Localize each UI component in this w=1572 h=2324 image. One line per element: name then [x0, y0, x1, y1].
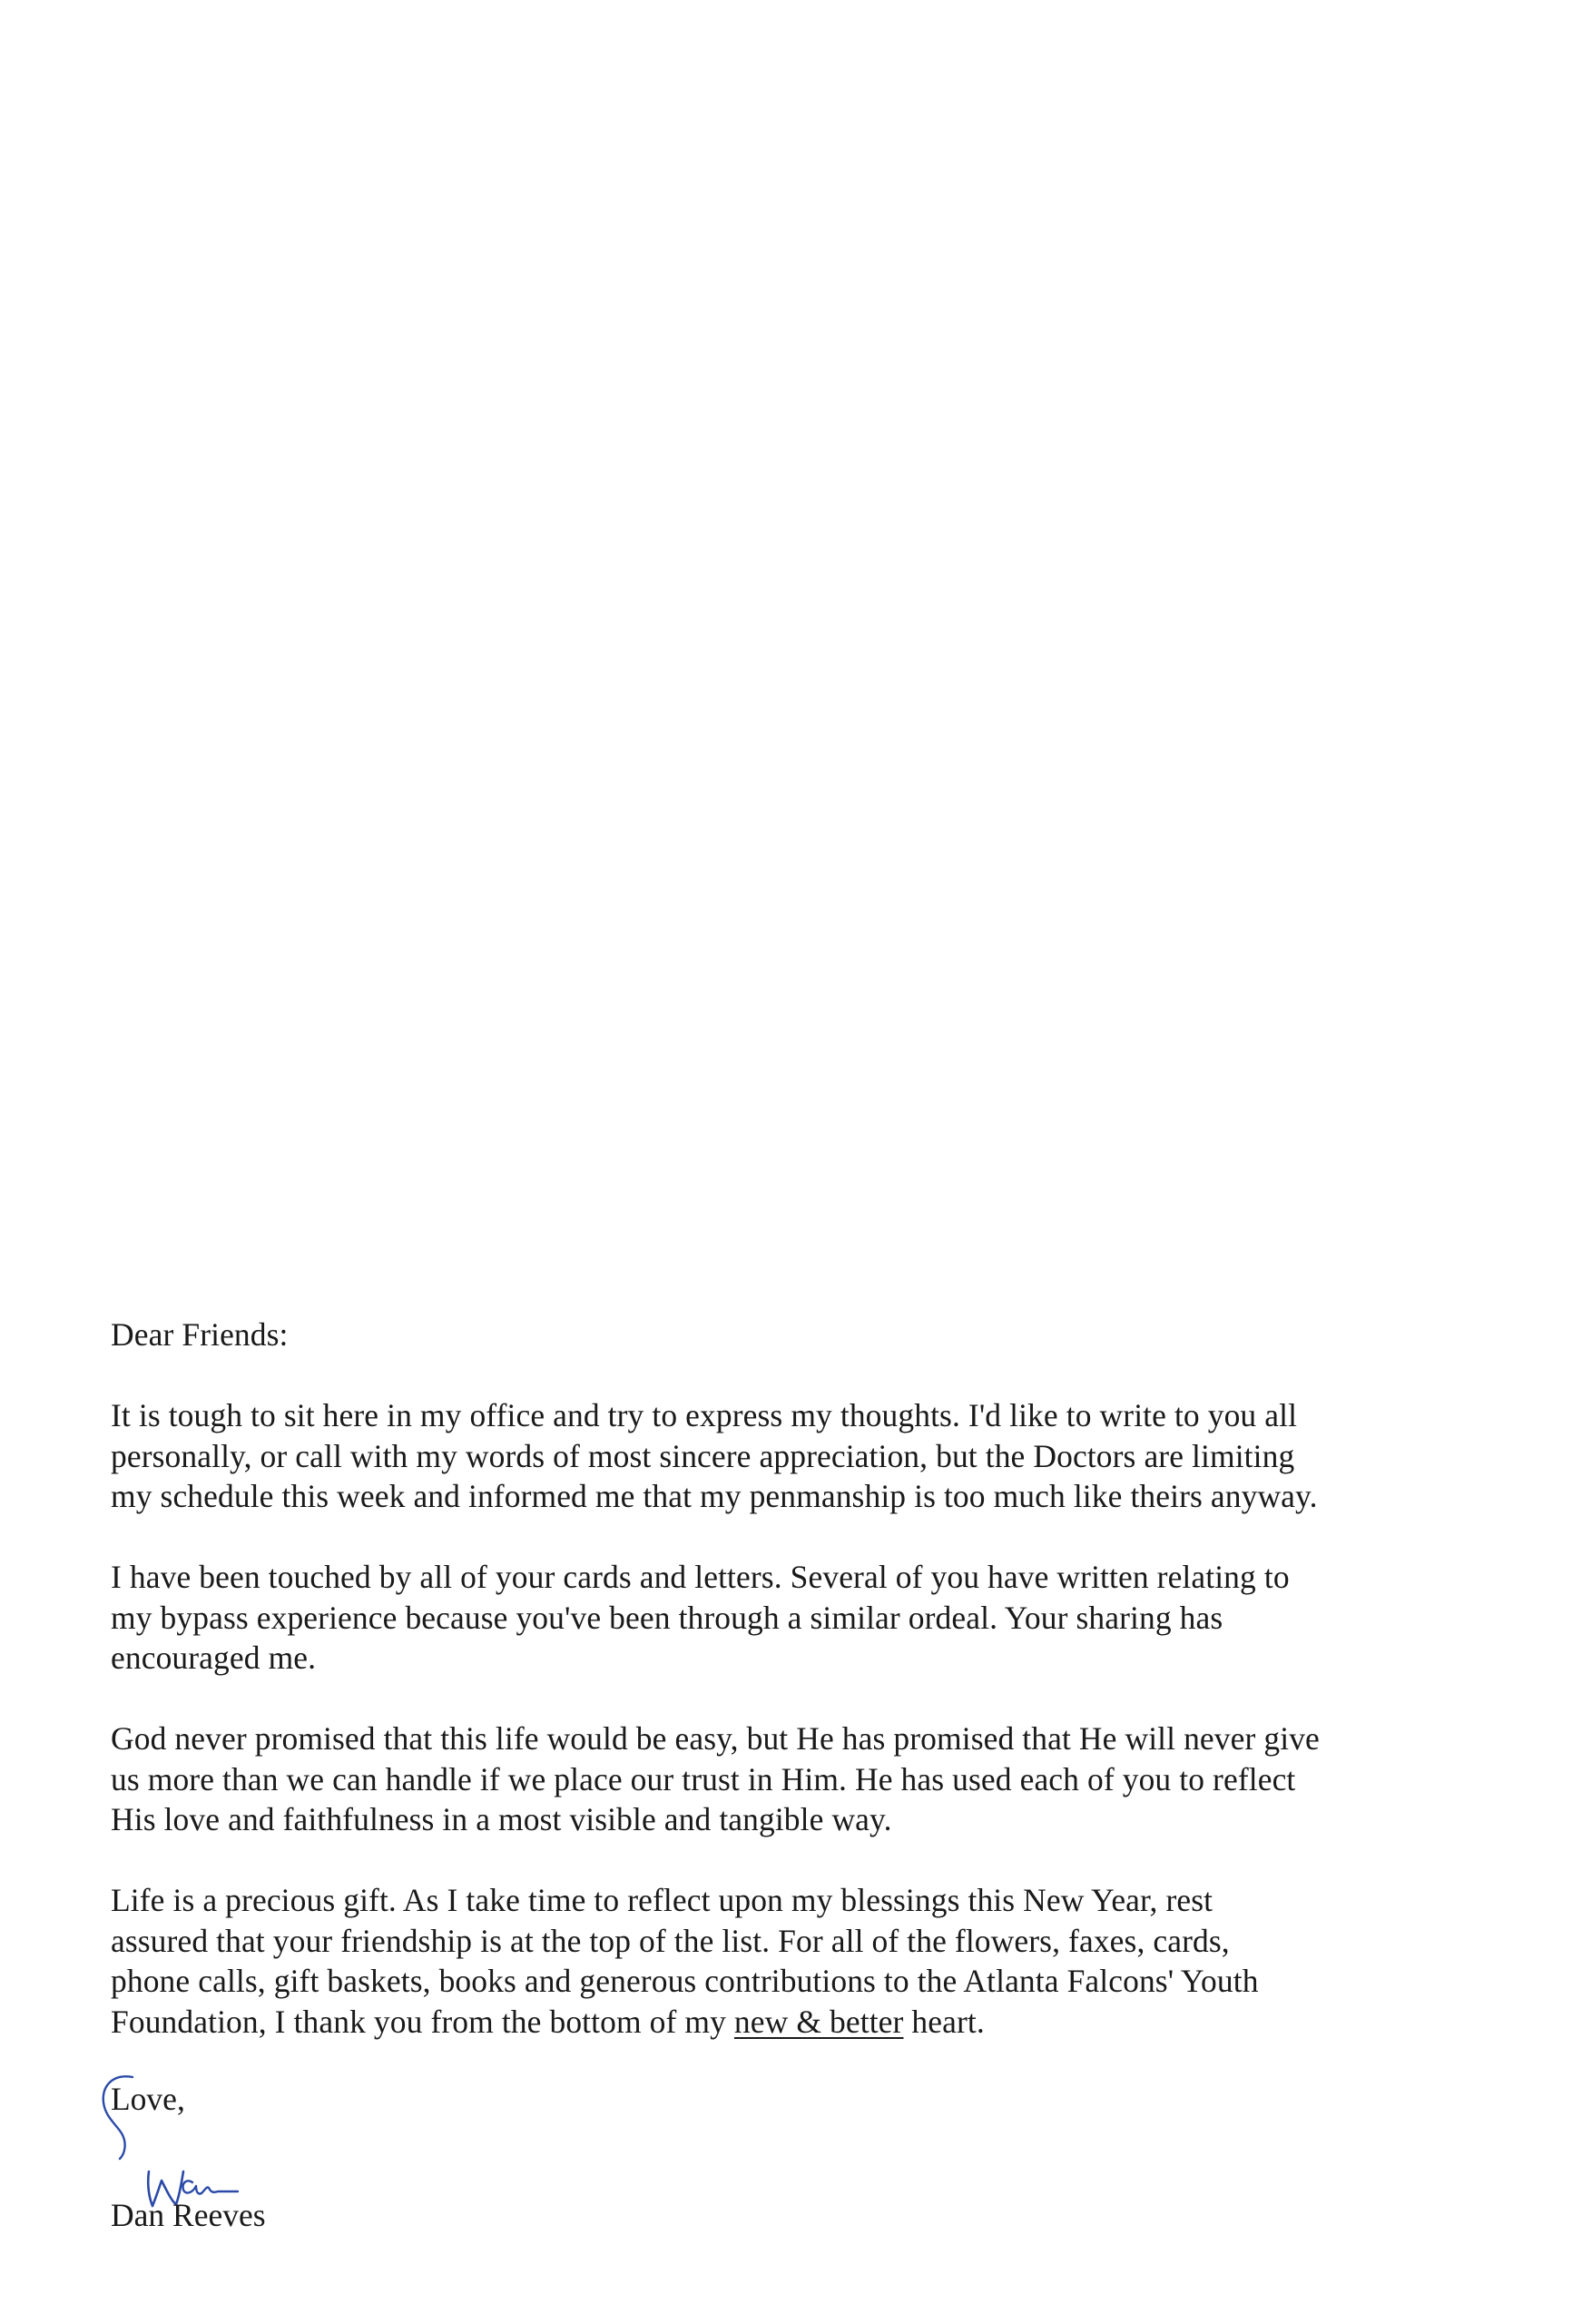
letter-body — [111, 1315, 1472, 2083]
paragraph-line: assured that your friendship is at the top of the list. For all of the flowers, faxes, cards, — [111, 1922, 1230, 1959]
signature-an-stroke — [183, 2181, 238, 2193]
salutation: Dear Friends: — [111, 1316, 289, 1353]
paragraph-line: Life is a precious gift. As I take time to reflect upon my blessings this New Year, rest — [111, 1882, 1213, 1918]
closing-block — [111, 2079, 474, 2297]
paragraph-line: phone calls, gift baskets, books and generous contributions to the Atlanta Falcons' Youth — [111, 1963, 1259, 1999]
paragraph-1 — [111, 1395, 1472, 1517]
paragraph-line: His love and faithfulness in a most visible and tangible way. — [111, 1801, 892, 1837]
paragraph-4 — [111, 1880, 1472, 2042]
signer-name: Dan Reeves — [111, 2197, 266, 2233]
underlined-phrase: new & better — [733, 2003, 904, 2040]
last-line-start: Foundation, I thank you from the bottom of my — [111, 2003, 734, 2040]
paragraph-3 — [111, 1718, 1472, 1840]
paragraph-line: God never promised that this life would be easy, but He has promised that He will never give — [111, 1720, 1320, 1757]
paragraph-line: encouraged me. — [111, 1640, 317, 1676]
paragraph-line: I have been touched by all of your cards and letters. Several of you have written relating to — [111, 1559, 1290, 1595]
last-line-end: heart. — [903, 2003, 985, 2040]
paragraph-line: my schedule this week and informed me that my penmanship is too much like theirs anyway. — [111, 1478, 1318, 1514]
paragraph-line-last — [111, 2002, 1472, 2043]
signature-loop-stroke — [103, 2076, 133, 2159]
paragraph-line: It is tough to sit here in my office and try to express my thoughts. I'd like to write to you all — [111, 1397, 1298, 1433]
paragraph-line: personally, or call with my words of most sincere appreciation, but the Doctors are limiting — [111, 1437, 1295, 1474]
paragraph-line: my bypass experience because you've been through a similar ordeal. Your sharing has — [111, 1599, 1223, 1636]
closing: Love, — [111, 2081, 185, 2117]
paragraph-line: us more than we can handle if we place our trust in Him. He has used each of you to reflect — [111, 1760, 1296, 1797]
paragraph-2 — [111, 1557, 1472, 1679]
